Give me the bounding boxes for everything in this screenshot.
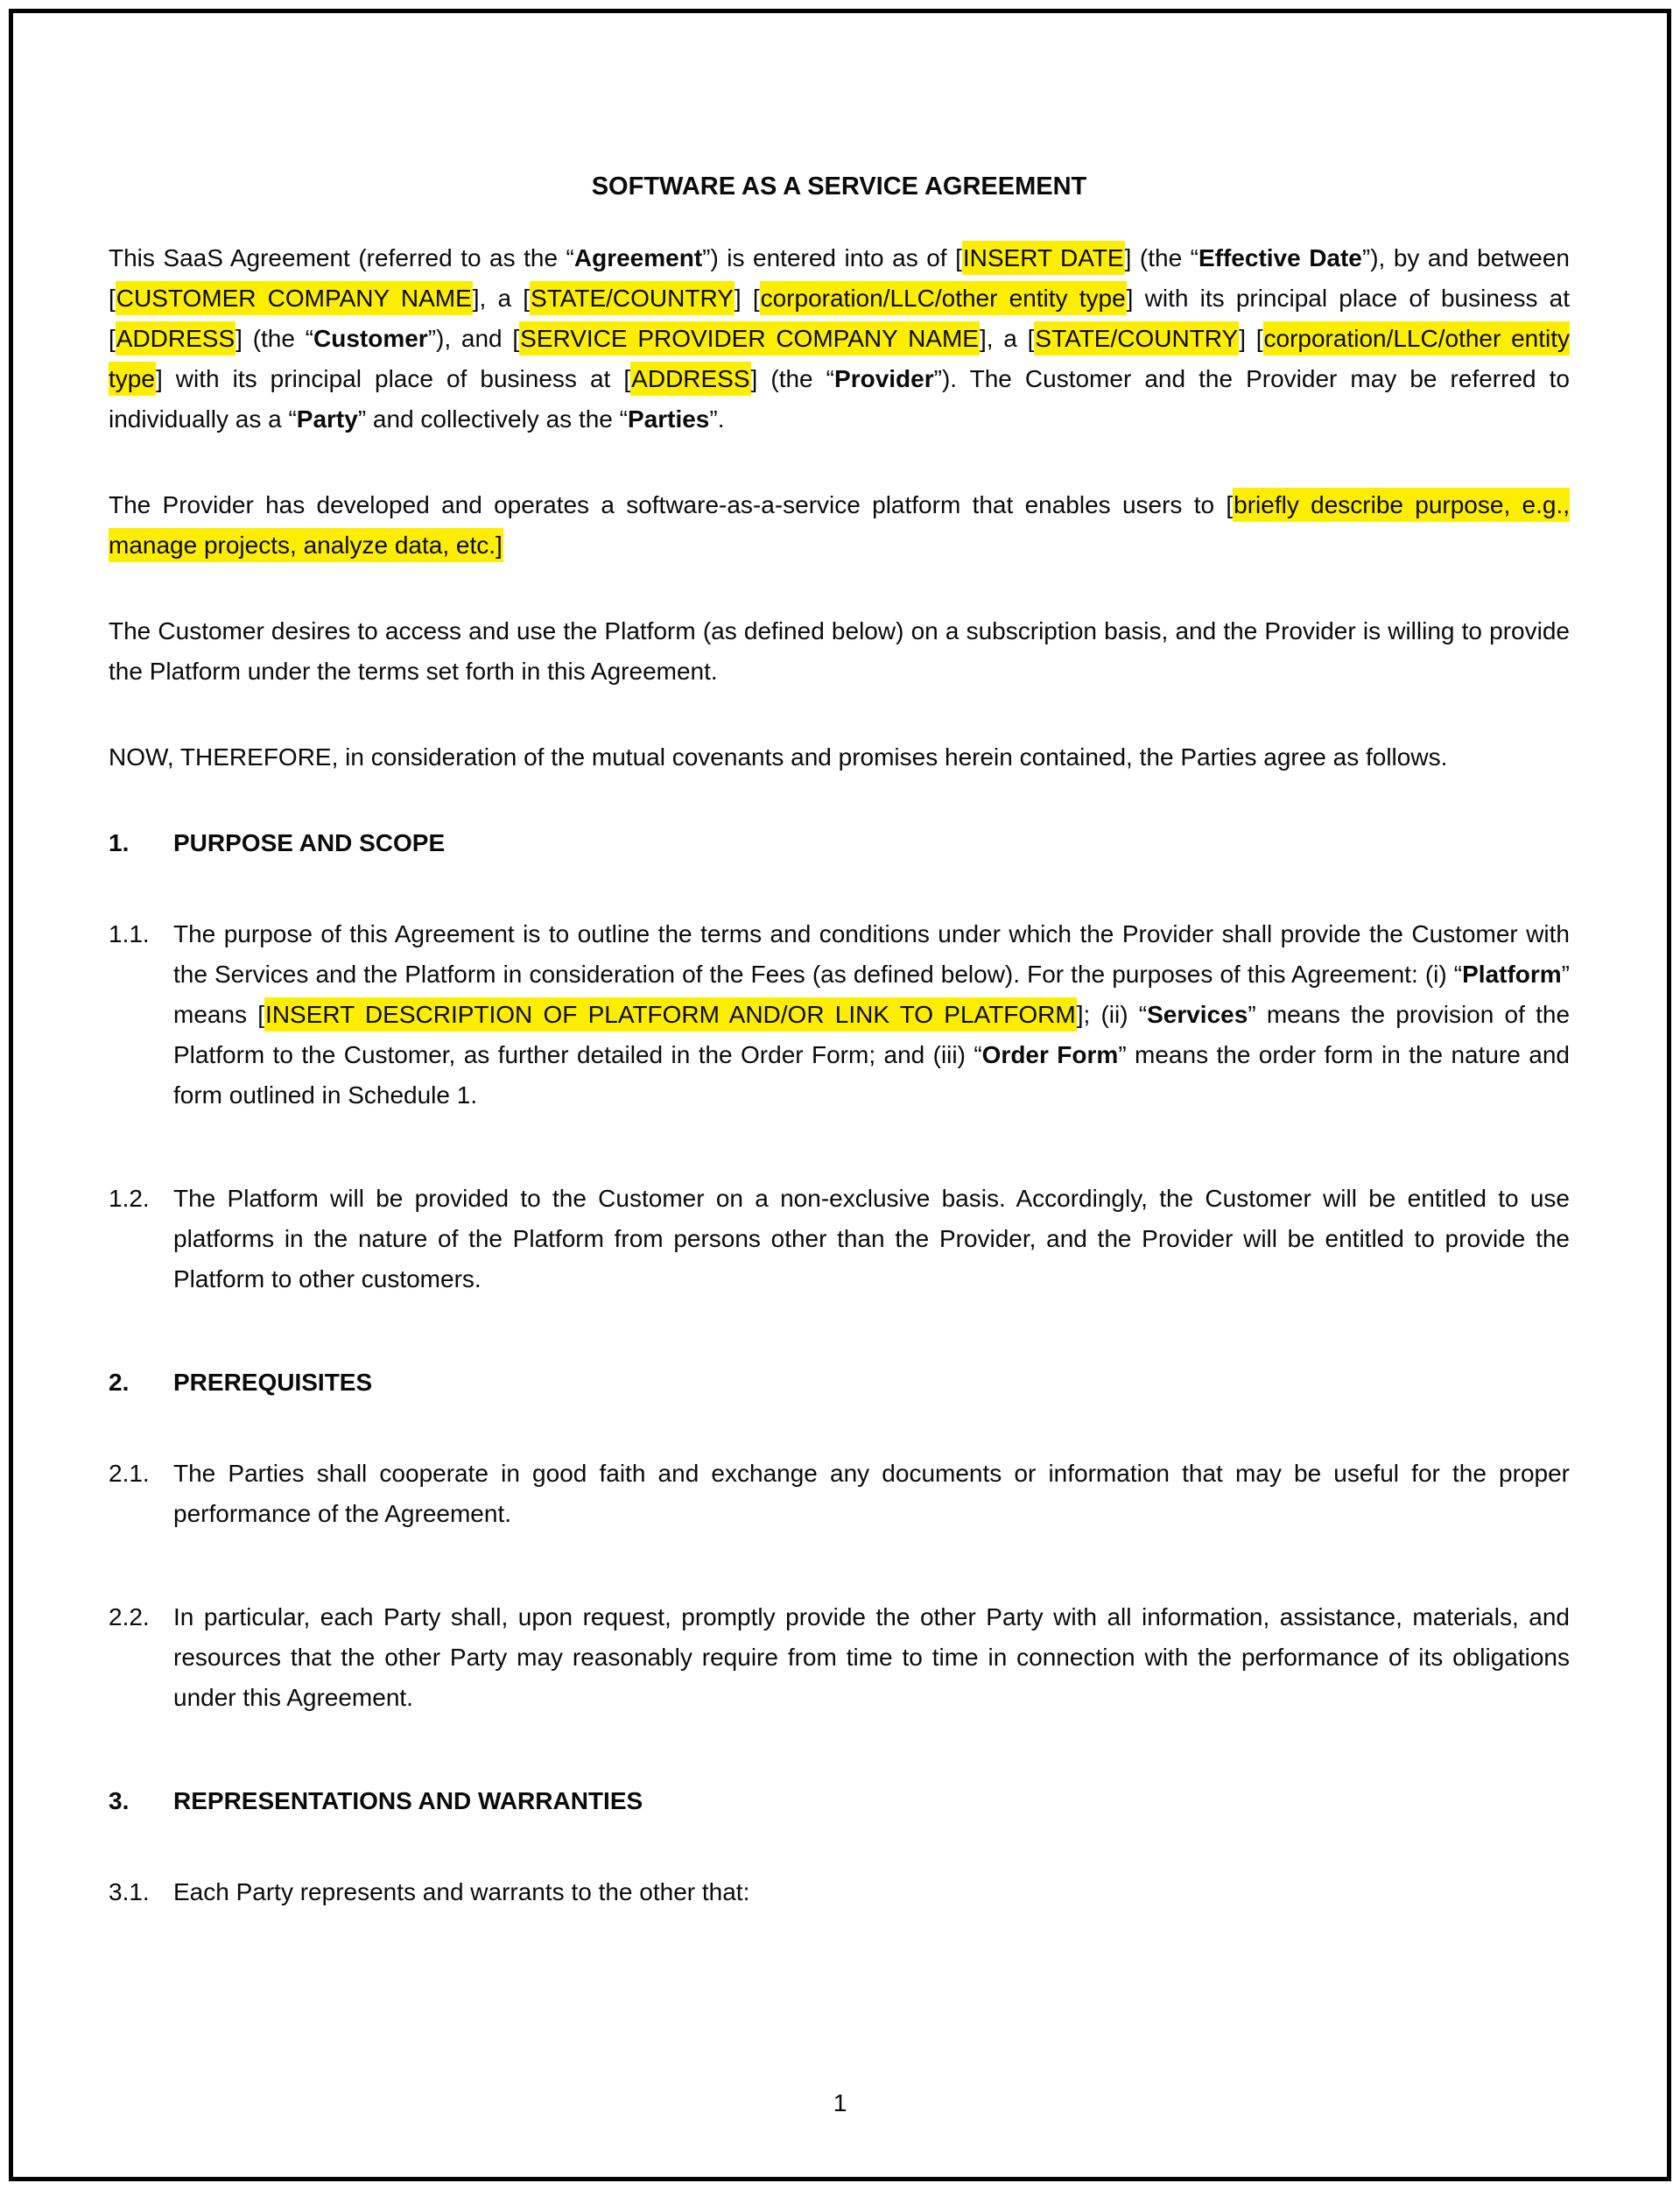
section-heading-text xyxy=(173,823,1570,863)
clause-text xyxy=(173,1597,1570,1718)
text-run: ], a [ xyxy=(979,325,1035,352)
numbered-clause xyxy=(109,1454,1570,1534)
text-run: ]; (ii) “ xyxy=(1076,1001,1148,1028)
defined-term: Platform xyxy=(1462,961,1562,988)
numbered-clause xyxy=(109,1597,1570,1718)
intro-paragraph xyxy=(109,737,1570,778)
text-run: The Provider has developed and operates a software-as-a-service platform that enables users to [ xyxy=(109,491,1234,518)
numbered-clause xyxy=(109,1872,1570,1912)
clause-text xyxy=(173,1454,1570,1534)
intro-paragraph xyxy=(109,238,1570,440)
section-heading-text xyxy=(173,1781,1570,1821)
text-run: ” means [ xyxy=(173,961,1570,1028)
text-run: The purpose of this Agreement is to outline the terms and conditions under which the Provider shall provide the Customer with the Services and the Platform in consideration of the Fees (as defined below). For the purposes of this Agreement: (i) “ xyxy=(173,920,1570,988)
text-run: ] [ xyxy=(734,285,760,312)
text-run: ” means the provision of the Platform to the Customer, as further detailed in the Order Form; and (iii) “ xyxy=(173,1001,1571,1068)
text-run: ] (the “ xyxy=(1124,244,1198,271)
text-run: The Platform will be provided to the Customer on a non-exclusive basis. Accordingly, the Customer will be entitled to use platforms in the nature of the Platform from persons other than the Provider, and the Provider will be entitled to provide the Platform to other customers. xyxy=(173,1185,1570,1292)
text-run: ”), by and between [ xyxy=(109,244,1570,312)
text-run: ] [ xyxy=(1239,325,1263,352)
text-run: ”) is entered into as of [ xyxy=(702,244,962,271)
defined-term: Effective Date xyxy=(1198,244,1362,271)
text-run: ” means the order form in the nature and form outlined in Schedule 1. xyxy=(173,1041,1570,1109)
defined-term: Order Form xyxy=(981,1041,1119,1068)
clause-number: 3.1. xyxy=(109,1878,150,1905)
text-run: ”). The Customer and the Provider may be referred to individually as a “ xyxy=(109,365,1570,433)
clause-number: 2.2. xyxy=(109,1603,150,1630)
highlighted-placeholder: ADDRESS xyxy=(630,362,750,396)
text-run: In particular, each Party shall, upon request, promptly provide the other Party with all information, assistance, materials, and resources that the other Party may reasonably require from time to time in connection with the performance of its obligations under this Agreement. xyxy=(173,1603,1570,1711)
clause-number: 2.1. xyxy=(109,1460,150,1487)
page-number: 1 xyxy=(833,2089,847,2116)
text-run: The Customer desires to access and use the Platform (as defined below) on a subscription basis, and the Provider is willing to provide the Platform under the terms set forth in this Agreement. xyxy=(109,617,1570,685)
numbered-clause xyxy=(109,914,1570,1116)
highlighted-placeholder: INSERT DESCRIPTION OF PLATFORM AND/OR LINK TO PLATFORM xyxy=(264,997,1077,1032)
defined-term: Parties xyxy=(627,405,710,433)
highlighted-placeholder: corporation/LLC/other entity type xyxy=(109,321,1570,396)
defined-term: SOFTWARE AS A SERVICE AGREEMENT xyxy=(591,173,1087,201)
defined-term: Services xyxy=(1147,1001,1248,1028)
document-body xyxy=(109,166,1570,1975)
highlighted-placeholder: CUSTOMER COMPANY NAME xyxy=(116,281,473,315)
defined-term: Agreement xyxy=(573,244,703,271)
text-run: ”), and [ xyxy=(427,325,520,352)
highlighted-placeholder: SERVICE PROVIDER COMPANY NAME xyxy=(519,321,980,356)
defined-term: Provider xyxy=(834,365,934,392)
text-run: ] with its principal place of business at [ xyxy=(155,365,631,392)
numbered-clause xyxy=(109,1179,1570,1299)
text-run: ”. xyxy=(709,405,725,433)
section-heading xyxy=(109,1363,1570,1403)
clause-text xyxy=(173,914,1570,1116)
section-heading-text xyxy=(173,1363,1570,1403)
highlighted-placeholder: STATE/COUNTRY xyxy=(530,281,735,315)
defined-term: PURPOSE AND SCOPE xyxy=(173,829,446,856)
intro-paragraph xyxy=(109,611,1570,692)
clause-number: 1.1. xyxy=(109,920,150,947)
clause-number: 2. xyxy=(109,1369,130,1396)
text-run: This SaaS Agreement (referred to as the “ xyxy=(109,244,574,271)
document-title xyxy=(109,166,1570,207)
text-run: ], a [ xyxy=(472,285,531,312)
defined-term: PREREQUISITES xyxy=(173,1369,373,1396)
highlighted-placeholder: briefly describe purpose, e.g., manage projects, analyze data, etc.] xyxy=(109,488,1570,562)
text-run: ] with its principal place of business at [ xyxy=(109,285,1571,352)
highlighted-placeholder: ADDRESS xyxy=(116,321,235,356)
clause-text xyxy=(173,1179,1570,1299)
clause-number: 3. xyxy=(109,1787,130,1814)
defined-term: Party xyxy=(296,405,358,433)
text-run: ” and collectively as the “ xyxy=(357,405,628,433)
section-heading xyxy=(109,823,1570,863)
text-run: ] (the “ xyxy=(750,365,835,392)
clause-number: 1.2. xyxy=(109,1185,150,1212)
text-run: The Parties shall cooperate in good faith and exchange any documents or information that may be useful for the proper performance of the Agreement. xyxy=(173,1460,1570,1527)
highlighted-placeholder: STATE/COUNTRY xyxy=(1034,321,1239,356)
text-run: NOW, THEREFORE, in consideration of the mutual covenants and promises herein contained, the Parties agree as follows. xyxy=(109,743,1448,771)
intro-paragraph xyxy=(109,485,1570,566)
text-run: ] (the “ xyxy=(235,325,314,352)
clause-number: 1. xyxy=(109,829,130,856)
highlighted-placeholder: INSERT DATE xyxy=(962,241,1125,275)
defined-term: Customer xyxy=(313,325,428,352)
text-run: Each Party represents and warrants to the other that: xyxy=(173,1878,750,1905)
highlighted-placeholder: corporation/LLC/other entity type xyxy=(760,281,1127,315)
section-heading xyxy=(109,1781,1570,1821)
clause-text xyxy=(173,1872,1570,1912)
defined-term: REPRESENTATIONS AND WARRANTIES xyxy=(173,1787,643,1814)
